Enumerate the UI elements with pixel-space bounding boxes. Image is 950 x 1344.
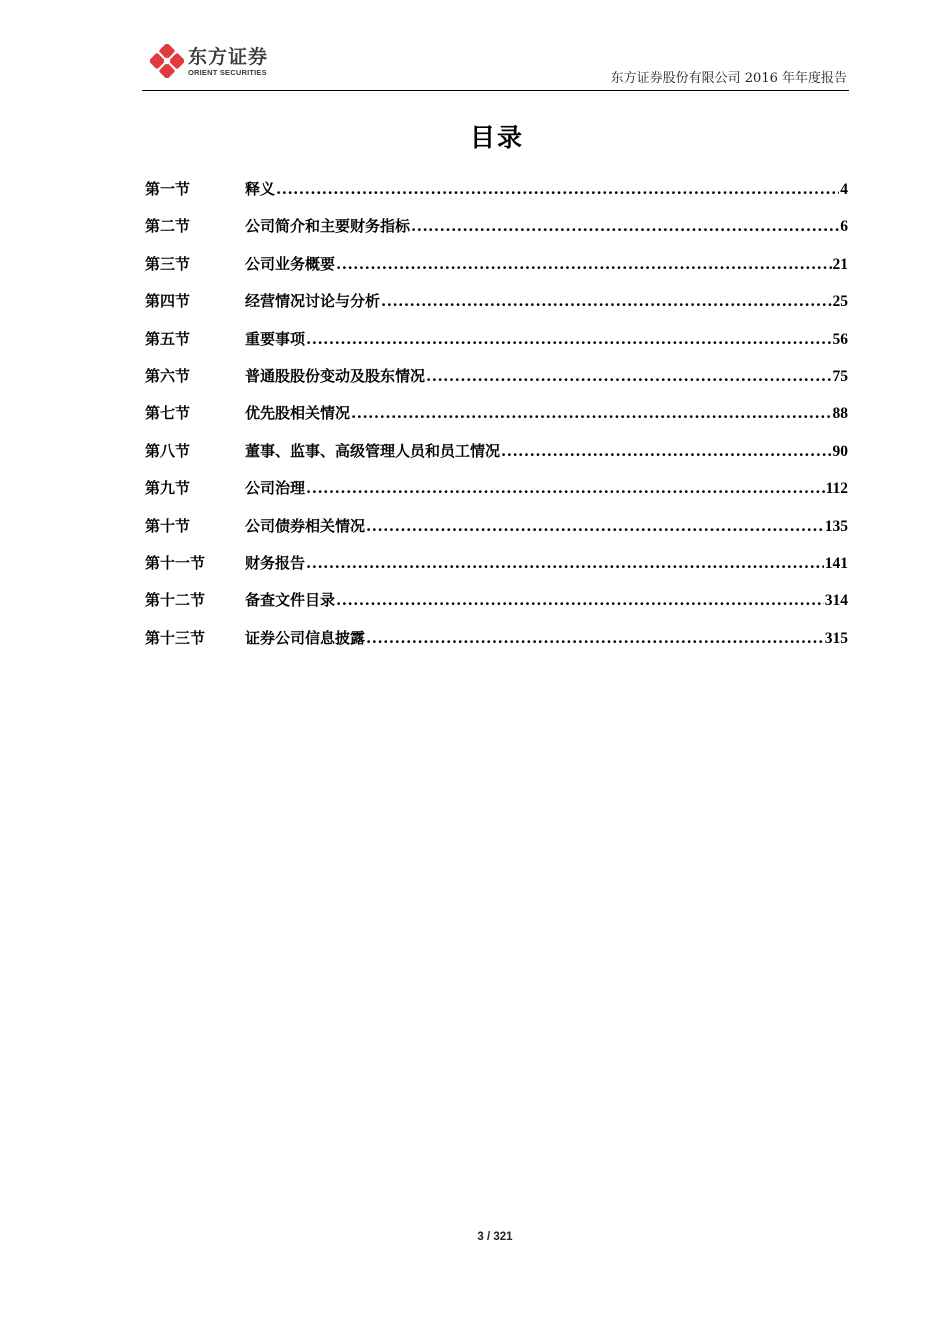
toc-heading: 目录 xyxy=(469,123,524,152)
toc-section-number: 第九节 xyxy=(145,479,191,498)
toc-entry[interactable] xyxy=(145,477,848,514)
toc-page-number[interactable]: 135 xyxy=(824,517,848,535)
toc-page-number[interactable]: 25 xyxy=(832,293,848,311)
toc-section-number: 第一节 xyxy=(145,180,191,198)
toc-section-number: 第六节 xyxy=(145,366,191,385)
toc-page-number[interactable]: 21 xyxy=(832,255,848,273)
toc-entry[interactable] xyxy=(145,290,848,327)
toc-section-label[interactable]: 公司业务概要 xyxy=(245,254,336,273)
toc-section-number: 第十一节 xyxy=(145,553,206,572)
toc-section-label[interactable]: 释义 xyxy=(245,180,276,198)
toc-entry[interactable] xyxy=(145,253,848,290)
toc-entry[interactable] xyxy=(145,627,848,664)
toc-section-number: 第十三节 xyxy=(145,628,206,647)
page-number: 3 / 321 xyxy=(477,1231,513,1243)
toc-section-label[interactable]: 公司债券相关情况 xyxy=(245,516,366,535)
toc-dot-leader xyxy=(306,330,831,348)
toc-section-label[interactable]: 董事、监事、高级管理人员和员工情况 xyxy=(245,441,501,460)
toc-page-number[interactable]: 112 xyxy=(825,480,848,498)
toc-page-number[interactable]: 90 xyxy=(832,442,848,460)
toc-section-label[interactable]: 经营情况讨论与分析 xyxy=(245,292,381,311)
toc-section-number: 第四节 xyxy=(145,292,191,311)
logo-english-name: ORIENT SECURITIES xyxy=(188,67,267,77)
toc-dot-leader xyxy=(306,554,824,572)
logo-chinese-name: 东方证券 xyxy=(188,45,269,68)
toc-section-label[interactable]: 优先股相关情况 xyxy=(245,404,351,423)
toc-dot-leader xyxy=(411,217,839,235)
toc-page-number[interactable]: 75 xyxy=(832,367,848,385)
toc-section-number: 第十节 xyxy=(145,516,191,535)
toc-entry[interactable] xyxy=(145,365,848,402)
company-logo xyxy=(150,44,268,78)
toc-section-label[interactable]: 财务报告 xyxy=(245,553,306,572)
toc-section-number: 第七节 xyxy=(145,404,191,423)
toc-dot-leader xyxy=(306,479,825,497)
toc-page-number[interactable]: 314 xyxy=(824,592,848,610)
toc-entry[interactable] xyxy=(145,215,848,252)
toc-dot-leader xyxy=(426,367,831,385)
toc-entry[interactable] xyxy=(145,178,848,215)
toc-section-label[interactable]: 普通股股份变动及股东情况 xyxy=(245,366,426,385)
toc-section-label[interactable]: 公司治理 xyxy=(245,479,306,498)
toc-page-number[interactable]: 6 xyxy=(840,218,848,236)
toc-section-label[interactable]: 备查文件目录 xyxy=(245,591,336,610)
toc-page-number[interactable]: 88 xyxy=(832,405,848,423)
toc-entry[interactable] xyxy=(145,402,848,439)
toc-dot-leader xyxy=(336,255,831,273)
table-of-contents xyxy=(145,178,848,664)
toc-section-number: 第八节 xyxy=(145,441,191,460)
toc-page-number[interactable]: 141 xyxy=(824,554,848,572)
toc-dot-leader xyxy=(336,591,824,609)
toc-section-number: 第十二节 xyxy=(145,591,206,610)
toc-page-number[interactable]: 315 xyxy=(824,629,848,647)
toc-section-label[interactable]: 重要事项 xyxy=(245,329,306,348)
toc-entry[interactable] xyxy=(145,440,848,477)
toc-dot-leader xyxy=(351,404,831,422)
toc-entry[interactable] xyxy=(145,552,848,589)
toc-dot-leader xyxy=(501,442,831,460)
toc-page-number[interactable]: 56 xyxy=(832,330,848,348)
toc-section-number: 第二节 xyxy=(145,217,191,236)
toc-entry[interactable] xyxy=(145,589,848,626)
toc-entry[interactable] xyxy=(145,328,848,365)
toc-dot-leader xyxy=(381,292,831,310)
toc-page-number[interactable]: 4 xyxy=(840,181,848,198)
page-header xyxy=(142,40,849,91)
toc-dot-leader xyxy=(276,180,839,198)
toc-section-label[interactable]: 公司简介和主要财务指标 xyxy=(245,217,411,236)
toc-section-number: 第五节 xyxy=(145,329,191,348)
toc-dot-leader xyxy=(366,517,824,535)
report-title: 东方证券股份有限公司 2016 年年度报告 xyxy=(610,71,847,86)
toc-dot-leader xyxy=(366,629,824,647)
orient-securities-logo-icon xyxy=(150,44,184,78)
toc-entry[interactable] xyxy=(145,515,848,552)
toc-section-label[interactable]: 证券公司信息披露 xyxy=(245,628,366,647)
toc-section-number: 第三节 xyxy=(145,254,191,273)
